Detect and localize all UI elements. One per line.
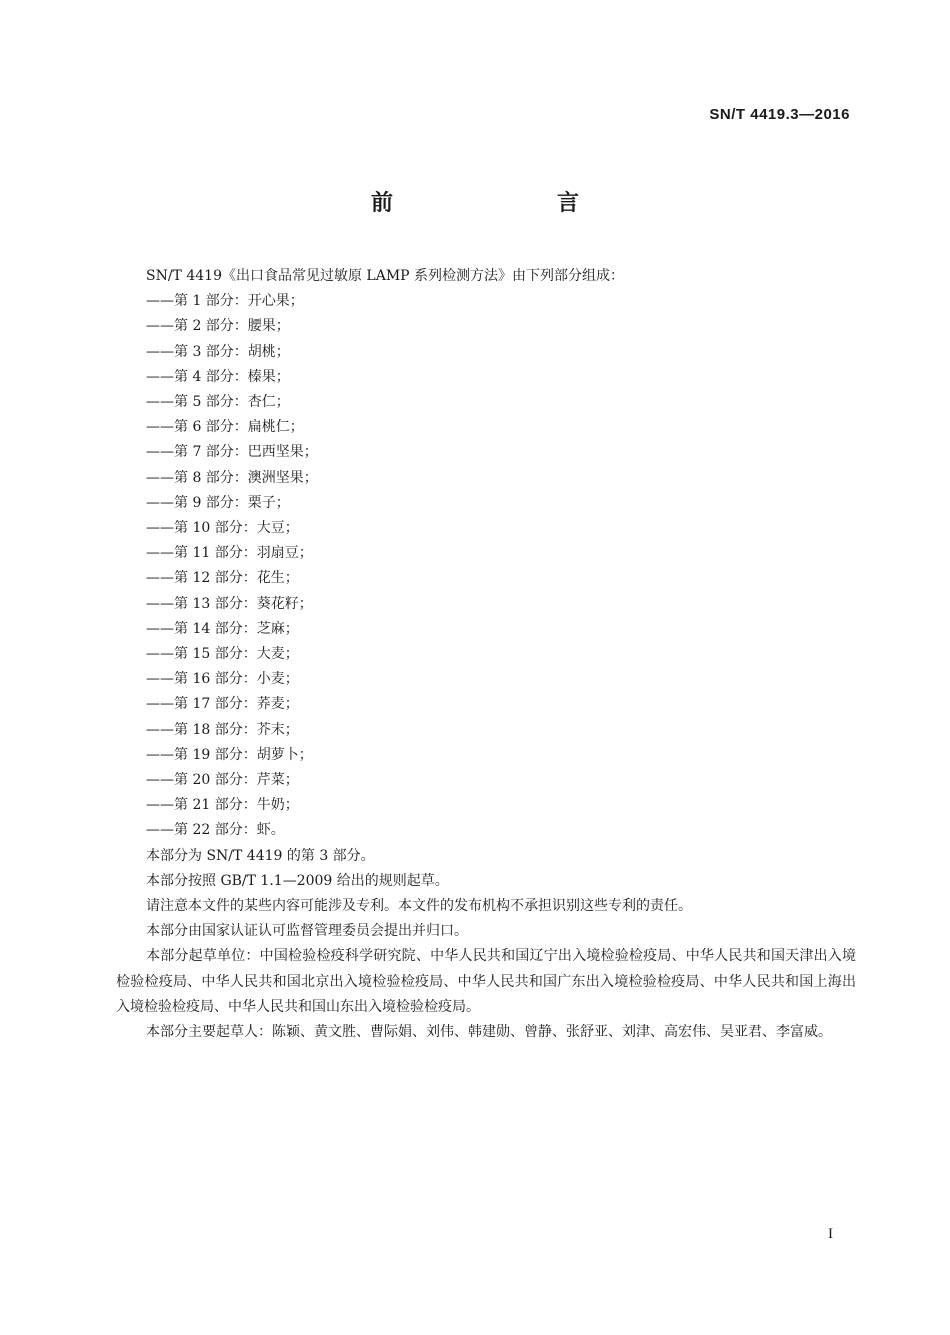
part-statement: 本部分为 SN/T 4419 的第 3 部分。	[146, 847, 375, 864]
list-item: ——第 22 部分：虾。	[146, 822, 285, 839]
list-item: ——第 17 部分：荞麦；	[146, 696, 299, 713]
drafting-rules: 本部分按照 GB/T 1.1—2009 给出的规则起草。	[146, 872, 449, 889]
patent-notice: 请注意本文件的某些内容可能涉及专利。本文件的发布机构不承担识别这些专利的责任。	[146, 898, 692, 915]
list-item: ——第 21 部分：牛奶；	[146, 797, 299, 814]
drafting-units: 本部分起草单位：中国检验检疫科学研究院、中华人民共和国辽宁出入境检验检疫局、中华人民共和国天津出入境检验检疫局、中华人民共和国北京出入境检验检疫局、中华人民共和国广东出入境检验检疫局、中华人民共和国上海出入境检验检疫局、中华人民共和国山东出入境检验检疫局。	[116, 948, 856, 1015]
list-item: ——第 5 部分：杏仁；	[146, 394, 290, 411]
list-item: ——第 14 部分：芝麻；	[146, 620, 299, 637]
list-item: ——第 1 部分：开心果；	[146, 293, 304, 310]
list-item: ——第 11 部分：羽扇豆；	[146, 545, 313, 562]
drafters: 本部分主要起草人：陈颖、黄文胜、曹际娟、刘伟、韩建勋、曾静、张舒亚、刘津、高宏伟、吴亚君、李富威。	[146, 1024, 832, 1041]
list-item: ——第 7 部分：巴西坚果；	[146, 444, 318, 461]
list-item: ——第 8 部分：澳洲坚果；	[146, 469, 318, 486]
list-item: ——第 20 部分：芹菜；	[146, 772, 299, 789]
list-item: ——第 10 部分：大豆；	[146, 520, 299, 537]
list-item: ——第 15 部分：大麦；	[146, 646, 299, 663]
list-item: ——第 13 部分：葵花籽；	[146, 595, 313, 612]
intro-paragraph: SN/T 4419《出口食品常见过敏原 LAMP 系列检测方法》由下列部分组成：	[146, 268, 625, 284]
list-item: ——第 19 部分：胡萝卜；	[146, 746, 313, 763]
parts-list	[116, 289, 856, 843]
list-item: ——第 6 部分：扁桃仁；	[146, 419, 304, 436]
page-title: 前 言	[370, 191, 619, 216]
list-item: ——第 12 部分：花生；	[146, 570, 299, 587]
proposed-by: 本部分由国家认证认可监督管理委员会提出并归口。	[146, 923, 468, 940]
document-body	[116, 264, 856, 1045]
list-item: ——第 3 部分：胡桃；	[146, 343, 290, 360]
standard-code: SN/T 4419.3—2016	[709, 106, 850, 123]
list-item: ——第 4 部分：榛果；	[146, 368, 290, 385]
list-item: ——第 9 部分：栗子；	[146, 494, 290, 511]
list-item: ——第 16 部分：小麦；	[146, 671, 299, 688]
page-number: I	[828, 1226, 833, 1242]
list-item: ——第 2 部分：腰果；	[146, 318, 290, 335]
list-item: ——第 18 部分：芥末；	[146, 721, 299, 738]
